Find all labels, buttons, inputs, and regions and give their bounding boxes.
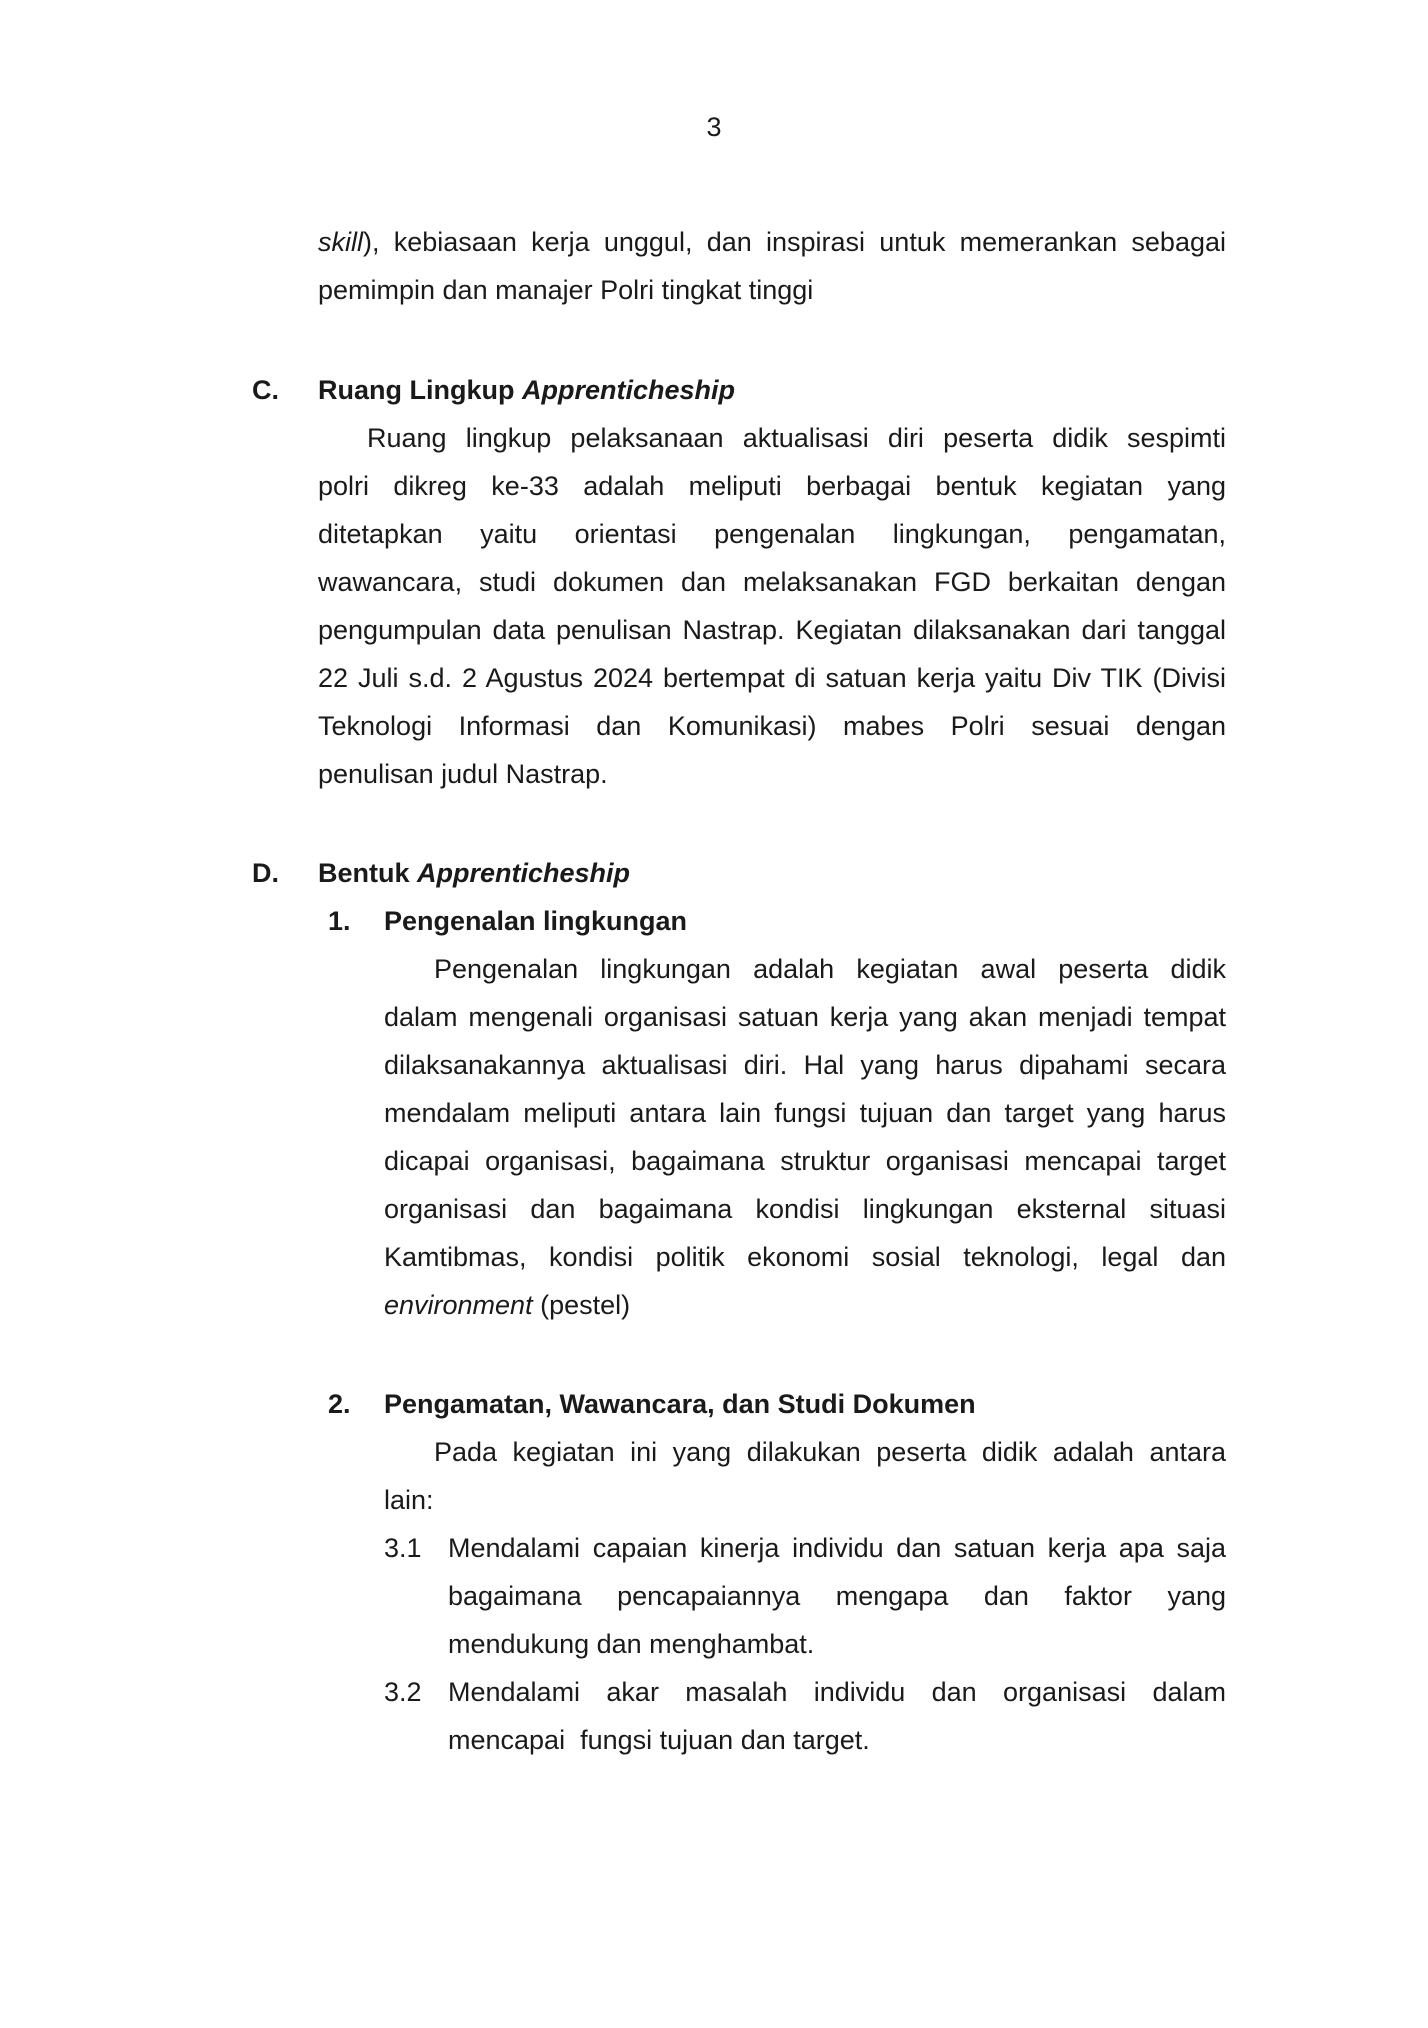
- subitem-number: 3.1: [384, 1533, 422, 1563]
- item-1-italic-word: environment: [384, 1290, 533, 1320]
- subitem-line: mencapai fungsi tujuan dan target.: [448, 1725, 870, 1755]
- subitem-number: 3.2: [384, 1677, 422, 1707]
- item-2-intro-line: lain:: [384, 1485, 434, 1515]
- item-2-intro-line: Pada kegiatan ini yang dilakukan peserta didik adalah antara: [434, 1437, 1226, 1467]
- section-c-line: penulisan judul Nastrap.: [318, 759, 608, 789]
- section-c-title: [318, 366, 735, 414]
- item-1-line: mendalam meliputi antara lain fungsi tujuan dan target yang harus: [384, 1098, 1226, 1128]
- subitem-line: Mendalami akar masalah individu dan organisasi dalam: [448, 1677, 1226, 1707]
- section-c-line: wawancara, studi dokumen dan melaksanakan FGD berkaitan dengan: [318, 567, 1226, 597]
- subitem-paragraph: [448, 1524, 1226, 1668]
- subitem-line: Mendalami capaian kinerja individu dan satuan kerja apa saja: [448, 1533, 1226, 1563]
- item-1-line: Pengenalan lingkungan adalah kegiatan awal peserta didik: [434, 954, 1226, 984]
- section-c-line: Teknologi Informasi dan Komunikasi) mabes Polri sesuai dengan: [318, 711, 1226, 741]
- item-1-paragraph: [384, 945, 1226, 1329]
- subitem-line: bagaimana pencapaiannya mengapa dan faktor yang: [448, 1581, 1226, 1611]
- intro-line-1-text: ), kebiasaan kerja unggul, dan inspirasi untuk memerankan sebagai: [363, 227, 1226, 257]
- section-d-title-plain: Bentuk: [318, 858, 418, 888]
- intro-paragraph: [318, 218, 1226, 314]
- item-1-title: Pengenalan lingkungan: [384, 906, 688, 936]
- section-d-title: [318, 849, 630, 897]
- item-1-line: Kamtibmas, kondisi politik ekonomi sosial teknologi, legal dan: [384, 1242, 1226, 1272]
- section-c-line: polri dikreg ke-33 adalah meliputi berbagai bentuk kegiatan yang: [318, 471, 1226, 501]
- item-1-last-line: [384, 1281, 1226, 1329]
- section-d-letter: D.: [252, 858, 279, 888]
- intro-italic-word: skill: [318, 227, 363, 257]
- section-c-line: Ruang lingkup pelaksanaan aktualisasi diri peserta didik sespimti: [367, 423, 1226, 453]
- item-2-number: 2.: [328, 1389, 351, 1419]
- item-2-intro: [384, 1428, 1226, 1524]
- section-c-line: 22 Juli s.d. 2 Agustus 2024 bertempat di satuan kerja yaitu Div TIK (Divisi: [318, 663, 1226, 693]
- section-c-title-italic: Apprenticheship: [521, 375, 736, 405]
- subitem-paragraph: [448, 1668, 1226, 1764]
- section-c-paragraph: [318, 414, 1226, 798]
- intro-line-2: pemimpin dan manajer Polri tingkat tinggi: [318, 275, 814, 305]
- section-c-line: ditetapkan yaitu orientasi pengenalan lingkungan, pengamatan,: [318, 519, 1226, 549]
- item-1-line: dilaksanakannya aktualisasi diri. Hal yang harus dipahami secara: [384, 1050, 1226, 1080]
- section-c-letter: C.: [252, 375, 279, 405]
- section-c-title-plain: Ruang Lingkup: [318, 375, 522, 405]
- item-1-line: organisasi dan bagaimana kondisi lingkungan eksternal situasi: [384, 1194, 1226, 1224]
- subitem-line: mendukung dan menghambat.: [448, 1629, 815, 1659]
- item-1-line: dalam mengenali organisasi satuan kerja yang akan menjadi tempat: [384, 1002, 1226, 1032]
- intro-line-1: [318, 218, 1226, 266]
- section-c-line: pengumpulan data penulisan Nastrap. Kegiatan dilaksanakan dari tanggal: [318, 615, 1226, 645]
- item-1-number: 1.: [328, 906, 351, 936]
- section-d-title-italic: Apprenticheship: [417, 858, 631, 888]
- item-1-last-text: (pestel): [532, 1290, 631, 1320]
- item-1-line: dicapai organisasi, bagaimana struktur organisasi mencapai target: [384, 1146, 1226, 1176]
- page-number: 3: [706, 112, 722, 142]
- item-2-title: Pengamatan, Wawancara, dan Studi Dokumen: [384, 1389, 976, 1419]
